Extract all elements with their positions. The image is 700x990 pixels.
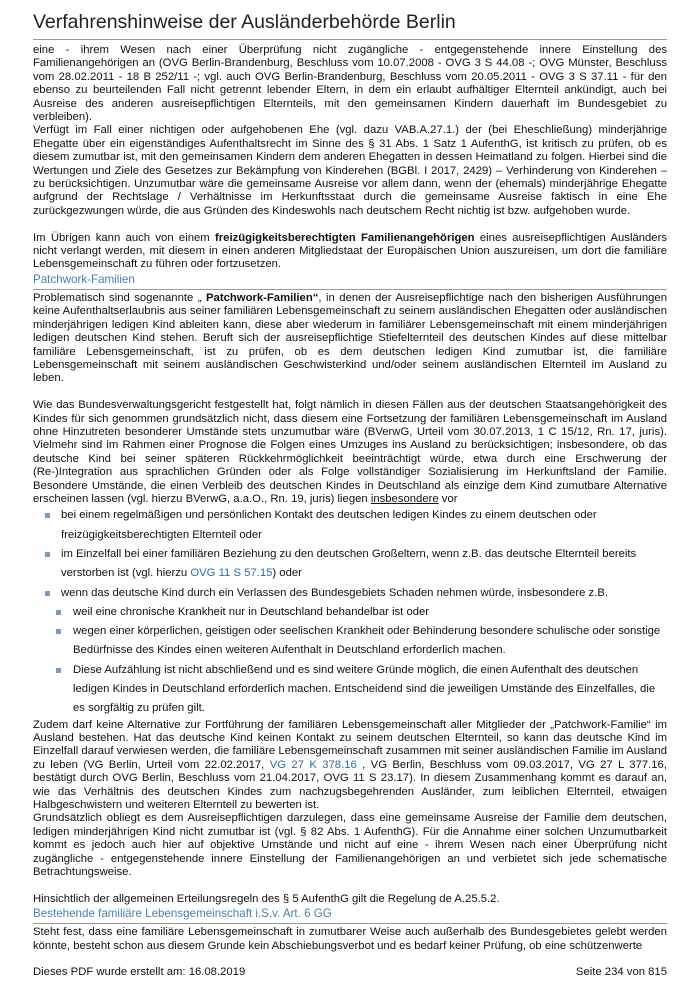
paragraph: Wie das Bundesverwaltungsgericht festgestellt hat, folgt nämlich in diesen Fällen aus der deutschen Staatsangehörigkeit des Kindes für sich genommen grundsätzlich nicht, dass diesem eine Fortsetzung der familiären Lebensgemeinschaft im Ausland ohne Hinzutreten besonderer Umstände stets unzumutbar wäre (BVerwG, Urteil vom 30.07.2013, 1 C 15/12, Rn. 17, juris). Vielmehr sind im Rahmen einer Prognose die Folgen eines Umzuges ins Ausland zu berücksichtigen; insbesondere, ob das deutsche Kind bei seiner späteren Rückkehrmöglichkeit beeinträchtigt würde, etwa durch eine Erschwerung der (Re-)Integration aus sprachlichen Gründen oder als Folge vollständiger Sozialisierung im Herkunftsland der Familie. Besondere Umstände, die einen Verbleib des deutschen Kindes in Deutschland als einzige dem Kind zumutbare Alternative erscheinen lassen (vgl. hierzu BVerwG, a.a.O., Rn. 19, juris) liegen insbesondere vor [33, 399, 667, 505]
list-item: bei einem regelmäßigen und persönlichen Kontakt des deutschen ledigen Kindes zu einem deutschen oder freizügigkeitsberechtigten Elternteil oder [43, 506, 667, 545]
list-item: wegen einer körperlichen, geistigen oder seelischen Krankheit oder Behinderung besondere schulische oder sonstige Bedürfnisse des Kindes einen weiteren Aufenthalt in Deutschland erforderlich machen. [55, 622, 667, 661]
paragraph: Hinsichtlich der allgemeinen Erteilungsregeln des § 5 AufenthG gilt die Regelung de A.25.5.2. [33, 892, 500, 905]
footer-created-date: Dieses PDF wurde erstellt am: 16.08.2019 [33, 966, 246, 978]
paragraph: Steht fest, dass eine familiäre Lebensgemeinschaft in zumutbarer Weise auch außerhalb des Bundesgebietes gelebt werden könnte, besteht schon aus diesem Grunde kein Abschiebungsverbot und es bedarf keiner Prüfung, ob eine schützenwerte [33, 926, 667, 952]
document-body [33, 44, 667, 953]
nested-bullet-list [55, 603, 667, 719]
footer-page-number: Seite 234 von 815 [575, 966, 667, 978]
section-heading-lebensgemeinschaft: Bestehende familiäre Lebensgemeinschaft i.S.v. Art. 6 GG [33, 907, 667, 924]
paragraph: Im Übrigen kann auch von einem freizügigkeitsberechtigten Familienangehörigen eines ausreisepflichtigen Ausländers nicht verlangt werden, mit diesem in einen anderen Mitgliedstaat der Europäischen Union auszureisen, um dort die familiäre Lebensgemeinschaft zu führen oder fortzusetzen. [33, 231, 667, 271]
list-item: weil eine chronische Krankheit nur in Deutschland behandelbar ist oder [55, 603, 667, 622]
page-title: Verfahrenshinweise der Ausländerbehörde Berlin [33, 11, 456, 33]
bold-term: Patchwork-Familien“ [206, 291, 319, 304]
reference-link[interactable]: OVG 11 S 57.15 [190, 567, 273, 580]
square-bullet-icon [45, 591, 50, 596]
underlined-term: insbesondere [370, 492, 439, 505]
square-bullet-icon [56, 668, 61, 673]
paragraph: Grundsätzlich obliegt es dem Ausreisepflichtigen darzulegen, dass eine gemeinsame Ausreise der Familie dem deutschen, ledigen minderjährigen Kind nicht zumutbar ist (vgl. § 82 Abs. 1 AufenthG). Für die Annahme einer solchen Unzumutbarkeit kommt es jedoch auch hier auf objektive Umstände und nicht auf eine - ihrem Wesen nach einer Überprüfung nicht zugängliche - entgegenstehende innere Einstellung der Familienangehörigen an und verbietet sich jede schematische Betrachtungsweise. [33, 812, 667, 879]
title-divider [33, 39, 667, 40]
square-bullet-icon [56, 629, 61, 634]
list-item: Diese Aufzählung ist nicht abschließend und es sind weitere Gründe möglich, die einen Aufenthalt des deutschen ledigen Kindes in Deutschland erforderlich machen. Entscheidend sind die jeweiligen Umstände des Einzelfalles, die es sorgfältig zu prüfen gilt. [55, 661, 667, 719]
paragraph: eine - ihrem Wesen nach einer Überprüfung nicht zugängliche - entgegenstehende innere Einstellung des Familienangehörigen an (OVG Berlin-Brandenburg, Beschluss vom 10.07.2008 - OVG 3 S 44.08 -; OVG Münster, Beschluss vom 28.02.2011 - 18 B 252/11 -; vgl. auch OVG Berlin-Brandenburg, Beschluss vom 20.05.2011 - OVG 3 S 37.11 - für den ebenso zu beurteilenden Fall nicht getrennt lebender Eltern, in dem ein erlaubt aufhältiger Elternteil ankündigt, auch bei Ausreise des anderen ausreisepflichtigen Elternteils, mit den gemeinsamen Kindern dauerhaft im Bundesgebiet zu verbleiben). [33, 44, 667, 124]
paragraph: Zudem darf keine Alternative zur Fortführung der familiären Lebensgemeinschaft aller Mitglieder der „Patchwork-Familie“ im Ausland bestehen. Hat das deutsche Kind keinen Kontakt zu seinem deutschen Elternteil, so kann das deutsche Kind im Einzelfall darauf verwiesen werden, die familiäre Lebensgemeinschaft zusammen mit seiner ausländischen Familie im Ausland zu leben (VG Berlin, Urteil vom 22.02.2017, VG 27 K 378.16 , VG Berlin, Beschluss vom 09.03.2017, VG 27 L 377.16, bestätigt durch OVG Berlin, Beschluss vom 21.04.2017, OVG 11 S 23.17). In diesem Zusammenhang kommt es darauf an, wie das Verhältnis des deutschen Kindes zum nachzugsbegehrenden Ausländer, zum leiblichen Elternteil, etwaigen Halbgeschwistern und weiteren Elternteil zu bewerten ist. [33, 718, 667, 812]
paragraph: Verfügt im Fall einer nichtigen oder aufgehobenen Ehe (vgl. dazu VAB.A.27.1.) der (bei Eheschließung) minderjährige Ehegatte über ein eigenständiges Aufenthaltsrecht im Sinne des § 31 Abs. 1 Satz 1 AufenthG, ist kritisch zu prüfen, ob es diesem zumutbar ist, mit den gemeinsamen Kindern dem anderen Ehegatten in dessen Heimatland zu folgen. Hierbei sind die Wertungen und Ziele des Gesetzes zur Bekämpfung von Kinderehen (BGBl. I 2017, 2429) – Verhinderung von Kinderehen – zu berücksichtigen. Unzumutbar wäre die gemeinsame Ausreise vor allem dann, wenn der (ehemals) minderjährige Ehegatte aufgrund der Rechtslage / Verhältnisse im Herkunftsstaat durch die gemeinsame Ausreise faktisch in eine Ehe zurückgezwungen würde, die aus Gründen des Kindeswohls nach deutschem Recht nichtig ist bzw. aufgehoben wurde. [33, 124, 667, 217]
square-bullet-icon [45, 513, 50, 518]
square-bullet-icon [56, 610, 61, 615]
paragraph: Problematisch sind sogenannte „ Patchwork-Familien“, in denen der Ausreisepflichtige nach den bisherigen Ausführungen keine Aufenthaltserlaubnis aus seiner familiären Lebensgemeinschaft zu seinem ausländischen Ehegatten oder ausländischen minderjährigen ledigen Kind ableiten kann, diese aber wiederum in familiärer Lebensgemeinschaft mit einem minderjährigen ledigen deutschen Kind stehen. Beruft sich der ausreisepflichtige Stiefelternteil des deutschen Kindes auf diese mittelbar familiäre Lebensgemeinschaft, ist zu prüfen, ob es dem deutschen ledigen Kind zumutbar ist, die familiäre Lebensgemeinschaft mit seinem ausländischen Geschwisterkind und/oder seinem ausländischen Elternteil im Ausland zu leben. [33, 291, 667, 385]
square-bullet-icon [45, 552, 50, 557]
bullet-list [43, 506, 667, 602]
list-item: im Einzelfall bei einer familiären Beziehung zu den deutschen Großeltern, wenn z.B. das deutsche Elternteil bereits verstorben ist (vgl. hierzu OVG 11 S 57.15) oder [43, 545, 667, 584]
reference-link[interactable]: VG 27 K 378.16 [269, 758, 357, 771]
list-item: wenn das deutsche Kind durch ein Verlassen des Bundesgebiets Schaden nehmen würde, insbesondere z.B. [43, 584, 667, 603]
section-heading-patchwork: Patchwork-Familien [33, 273, 667, 290]
bold-term: freizügigkeitsberechtigten Familienangehörigen [215, 231, 475, 244]
